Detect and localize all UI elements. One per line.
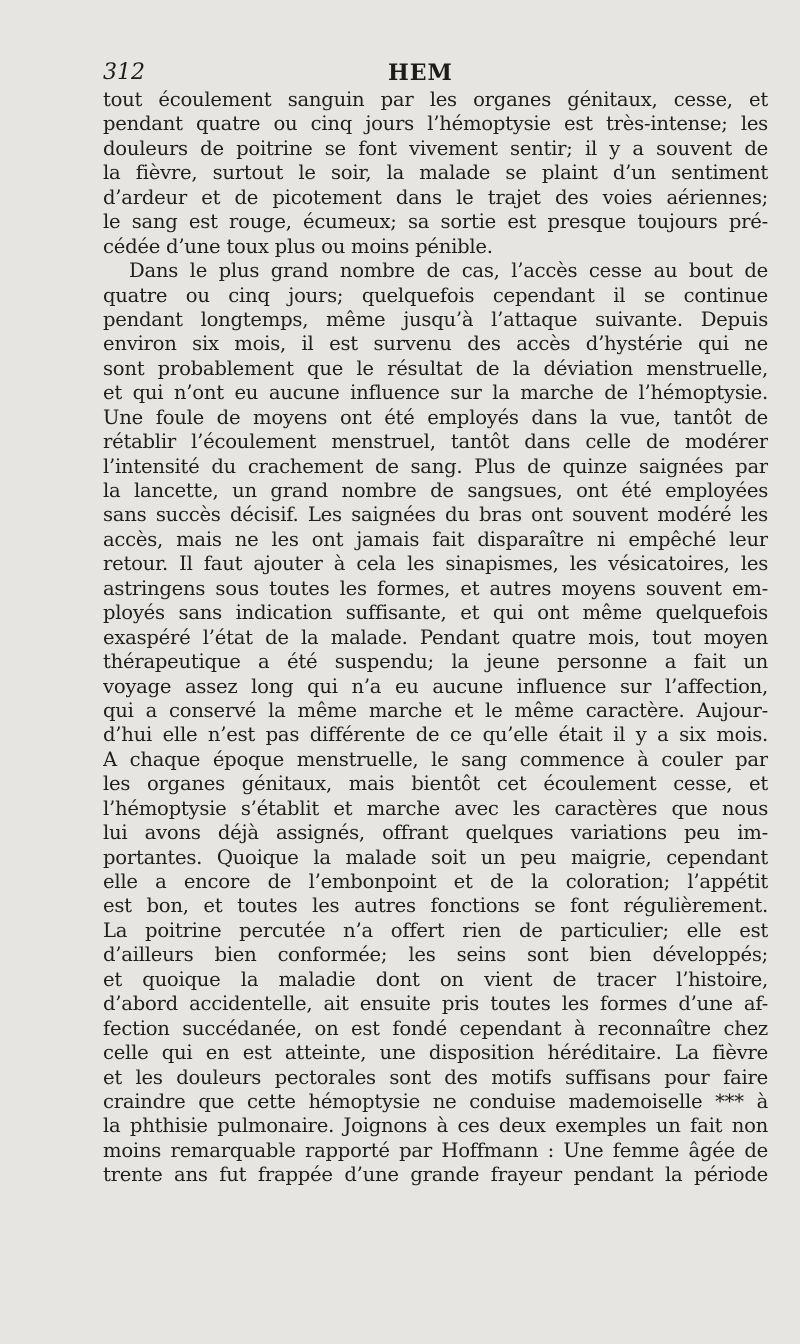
- text-line: douleurs de poitrine se font vivement sentir; il y a souvent de: [103, 136, 768, 160]
- text-line: l’hémoptysie s’établit et marche avec les caractères que nous: [103, 796, 768, 820]
- text-line: voyage assez long qui n’a eu aucune influence sur l’affection,: [103, 674, 768, 698]
- text-line: d’ardeur et de picotement dans le trajet des voies aériennes;: [103, 185, 768, 209]
- text-line: la lancette, un grand nombre de sangsues, ont été employées: [103, 479, 768, 502]
- text-line: pendant quatre ou cinq jours l’hémoptysie est très-intense; les: [103, 112, 768, 136]
- text-line: Dans le plus grand nombre de cas, l’accès cesse au bout de: [129, 259, 768, 283]
- body-text: [103, 88, 768, 1188]
- text-line: l’intensité du crachement de sang. Plus de quinze saignées par: [103, 454, 768, 478]
- text-line: d’hui elle n’est pas différente de ce qu’elle était il y a six mois.: [103, 723, 768, 747]
- running-head: [103, 58, 768, 88]
- text-line: d’abord accidentelle, ait ensuite pris toutes les formes d’une af-: [103, 992, 768, 1016]
- text-line: est bon, et toutes les autres fonctions se font régulièrement.: [103, 894, 768, 918]
- running-title: HEM: [388, 60, 453, 86]
- text-line: thérapeutique a été suspendu; la jeune personne a fait un: [103, 650, 768, 674]
- text-line: d’ailleurs bien conformée; les seins sont bien développés;: [103, 943, 768, 967]
- text-line: les organes génitaux, mais bientôt cet écoulement cesse, et: [103, 772, 768, 796]
- text-line: Une foule de moyens ont été employés dans la vue, tantôt de: [103, 405, 768, 429]
- text-line: pendant longtemps, même jusqu’à l’attaque suivante. Depuis: [103, 307, 768, 331]
- text-line: environ six mois, il est survenu des accès d’hystérie qui ne: [103, 332, 768, 356]
- text-line: accès, mais ne les ont jamais fait disparaître ni empêché leur: [103, 527, 768, 551]
- text-line: A chaque époque menstruelle, le sang commence à couler par: [103, 747, 768, 771]
- text-line: le sang est rouge, écumeux; sa sortie est presque toujours pré-: [103, 210, 768, 234]
- text-line: portantes. Quoique la malade soit un peu maigrie, cependant: [103, 845, 768, 869]
- text-line: celle qui en est atteinte, une disposition héréditaire. La fièvre: [103, 1041, 768, 1065]
- text-line: astringens sous toutes les formes, et autres moyens souvent em-: [103, 576, 768, 600]
- text-line: sans succès décisif. Les saignées du bras ont souvent modéré les: [103, 503, 768, 527]
- text-line: et qui n’ont eu aucune influence sur la marche de l’hémoptysie.: [103, 381, 768, 405]
- text-line: quatre ou cinq jours; quelquefois cependant il se continue: [103, 283, 768, 307]
- text-line: moins remarquable rapporté par Hoffmann : Une femme âgée de: [103, 1138, 768, 1162]
- text-line: et quoique la maladie dont on vient de tracer l’histoire,: [103, 967, 768, 991]
- text-line: cédée d’une toux plus ou moins pénible.: [103, 234, 493, 258]
- page-number: 312: [103, 60, 145, 85]
- text-line: rétablir l’écoulement menstruel, tantôt dans celle de modérer: [103, 430, 768, 454]
- text-line: craindre que cette hémoptysie ne conduise mademoiselle *** à: [103, 1089, 768, 1113]
- text-line: qui a conservé la même marche et le même caractère. Aujour-: [103, 698, 768, 722]
- text-line: fection succédanée, on est fondé cependant à reconnaître chez: [103, 1016, 768, 1040]
- text-line: ployés sans indication suffisante, et qui ont même quelquefois: [103, 601, 768, 625]
- text-line: et les douleurs pectorales sont des motifs suffisans pour faire: [103, 1065, 768, 1089]
- text-line: La poitrine percutée n’a offert rien de particulier; elle est: [103, 918, 768, 942]
- text-line: retour. Il faut ajouter à cela les sinapismes, les vésicatoires, les: [103, 552, 768, 576]
- text-line: la fièvre, surtout le soir, la malade se plaint d’un sentiment: [103, 161, 768, 185]
- text-line: tout écoulement sanguin par les organes génitaux, cesse, et: [103, 88, 768, 111]
- text-line: exaspéré l’état de la malade. Pendant quatre mois, tout moyen: [103, 625, 768, 649]
- text-line: la phthisie pulmonaire. Joignons à ces deux exemples un fait non: [103, 1114, 768, 1138]
- text-line: elle a encore de l’embonpoint et de la coloration; l’appétit: [103, 870, 768, 893]
- text-line: sont probablement que le résultat de la déviation menstruelle,: [103, 356, 768, 380]
- text-line: trente ans fut frappée d’une grande frayeur pendant la période: [103, 1163, 768, 1187]
- text-line: lui avons déjà assignés, offrant quelques variations peu im-: [103, 821, 768, 845]
